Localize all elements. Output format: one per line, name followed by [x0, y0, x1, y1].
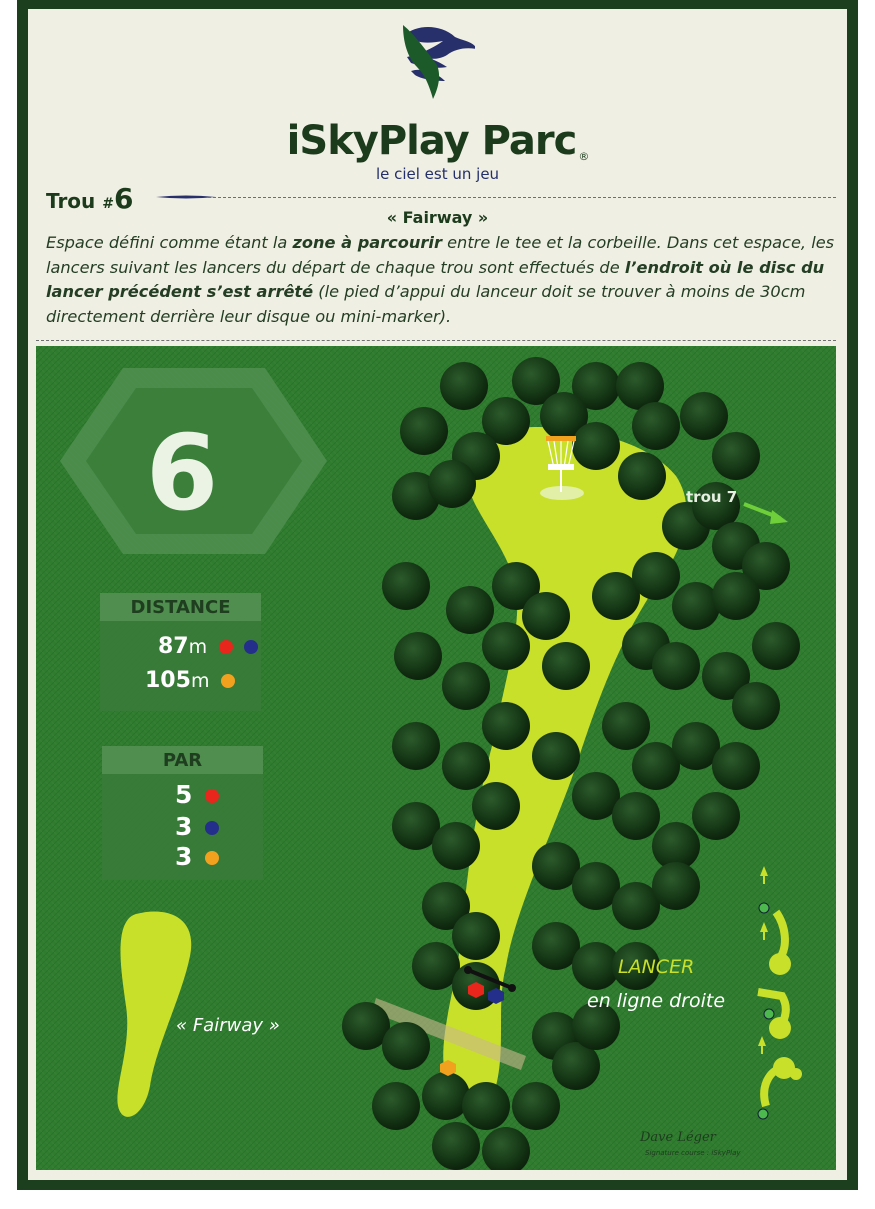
divider-bottom [36, 340, 836, 341]
distance-row-2: 105m [145, 668, 235, 693]
red-dot-icon [219, 640, 233, 654]
tree-icon [672, 582, 720, 630]
orange-dot-icon [205, 851, 219, 865]
tree-icon [428, 460, 476, 508]
tree-icon [652, 862, 700, 910]
legend-fairway-label: « Fairway » [176, 1015, 280, 1036]
tree-icon [432, 822, 480, 870]
par-row-red: 5 [175, 780, 219, 809]
definition-text: Espace défini comme étant la zone à parcourir entre le tee et la corbeille. Dans cet espace, les lancers suivant les lancers du départ de chaque trou sont effectués de l’endroit où le disc du lancer précédent s’est arrêté (le pied d’appui du lanceur doit se trouver à moins de 30cm directement derrière leur disque ou mini-marker). [46, 233, 835, 326]
distance-row-1: 87m [158, 634, 258, 659]
tree-icon [382, 1022, 430, 1070]
hole-badge-number: 6 [145, 412, 219, 534]
par-row-orange: 3 [175, 842, 219, 871]
signature-subtitle: Signature course : iSkyPlay [645, 1149, 741, 1157]
tree-icon [512, 1082, 560, 1130]
tree-icon [440, 362, 488, 410]
tree-icon [522, 592, 570, 640]
blue-dot-icon [244, 640, 258, 654]
tree-icon [452, 912, 500, 960]
tree-icon [482, 622, 530, 670]
tree-icon [400, 407, 448, 455]
tree-icon [446, 586, 494, 634]
tree-icon [712, 742, 760, 790]
blue-dot-icon [205, 821, 219, 835]
throw-sublabel: en ligne droite [587, 990, 726, 1012]
tree-icon [712, 432, 760, 480]
tree-icon [382, 562, 430, 610]
tree-icon [572, 422, 620, 470]
tree-icon [442, 742, 490, 790]
next-hole-label: trou 7 [686, 488, 738, 506]
par-heading: PAR [162, 750, 203, 771]
tree-icon [602, 702, 650, 750]
tree-icon [542, 642, 590, 690]
tree-icon [652, 642, 700, 690]
tree-icon [482, 702, 530, 750]
distance-heading: DISTANCE [130, 597, 231, 618]
tree-icon [752, 622, 800, 670]
tree-icon [442, 662, 490, 710]
swoosh-decoration [156, 194, 216, 200]
tree-icon [732, 682, 780, 730]
tree-icon [632, 552, 680, 600]
tree-icon [612, 792, 660, 840]
tree-icon [680, 392, 728, 440]
eagle-logo-icon [385, 15, 475, 105]
divider-top [208, 197, 836, 198]
tree-icon [392, 722, 440, 770]
hole-title: Trou #6 [46, 182, 134, 215]
tree-icon [472, 782, 520, 830]
brand-tagline: le ciel est un jeu [375, 165, 500, 183]
tree-icon [462, 1082, 510, 1130]
tree-icon [372, 1082, 420, 1130]
tree-icon [618, 452, 666, 500]
definition-heading: « Fairway » [386, 208, 489, 227]
red-dot-icon [205, 789, 219, 803]
tree-icon [422, 1072, 470, 1120]
tree-icon [712, 572, 760, 620]
brand-name: iSkyPlay Parc ® [286, 118, 589, 164]
tree-icon [432, 1122, 480, 1170]
throw-label: LANCER [618, 956, 695, 978]
tree-icon [632, 402, 680, 450]
tree-icon [394, 632, 442, 680]
tree-icon [532, 732, 580, 780]
par-row-blue: 3 [175, 812, 219, 841]
designer-signature: Dave Léger [640, 1130, 716, 1145]
tree-icon [692, 792, 740, 840]
orange-dot-icon [221, 674, 235, 688]
